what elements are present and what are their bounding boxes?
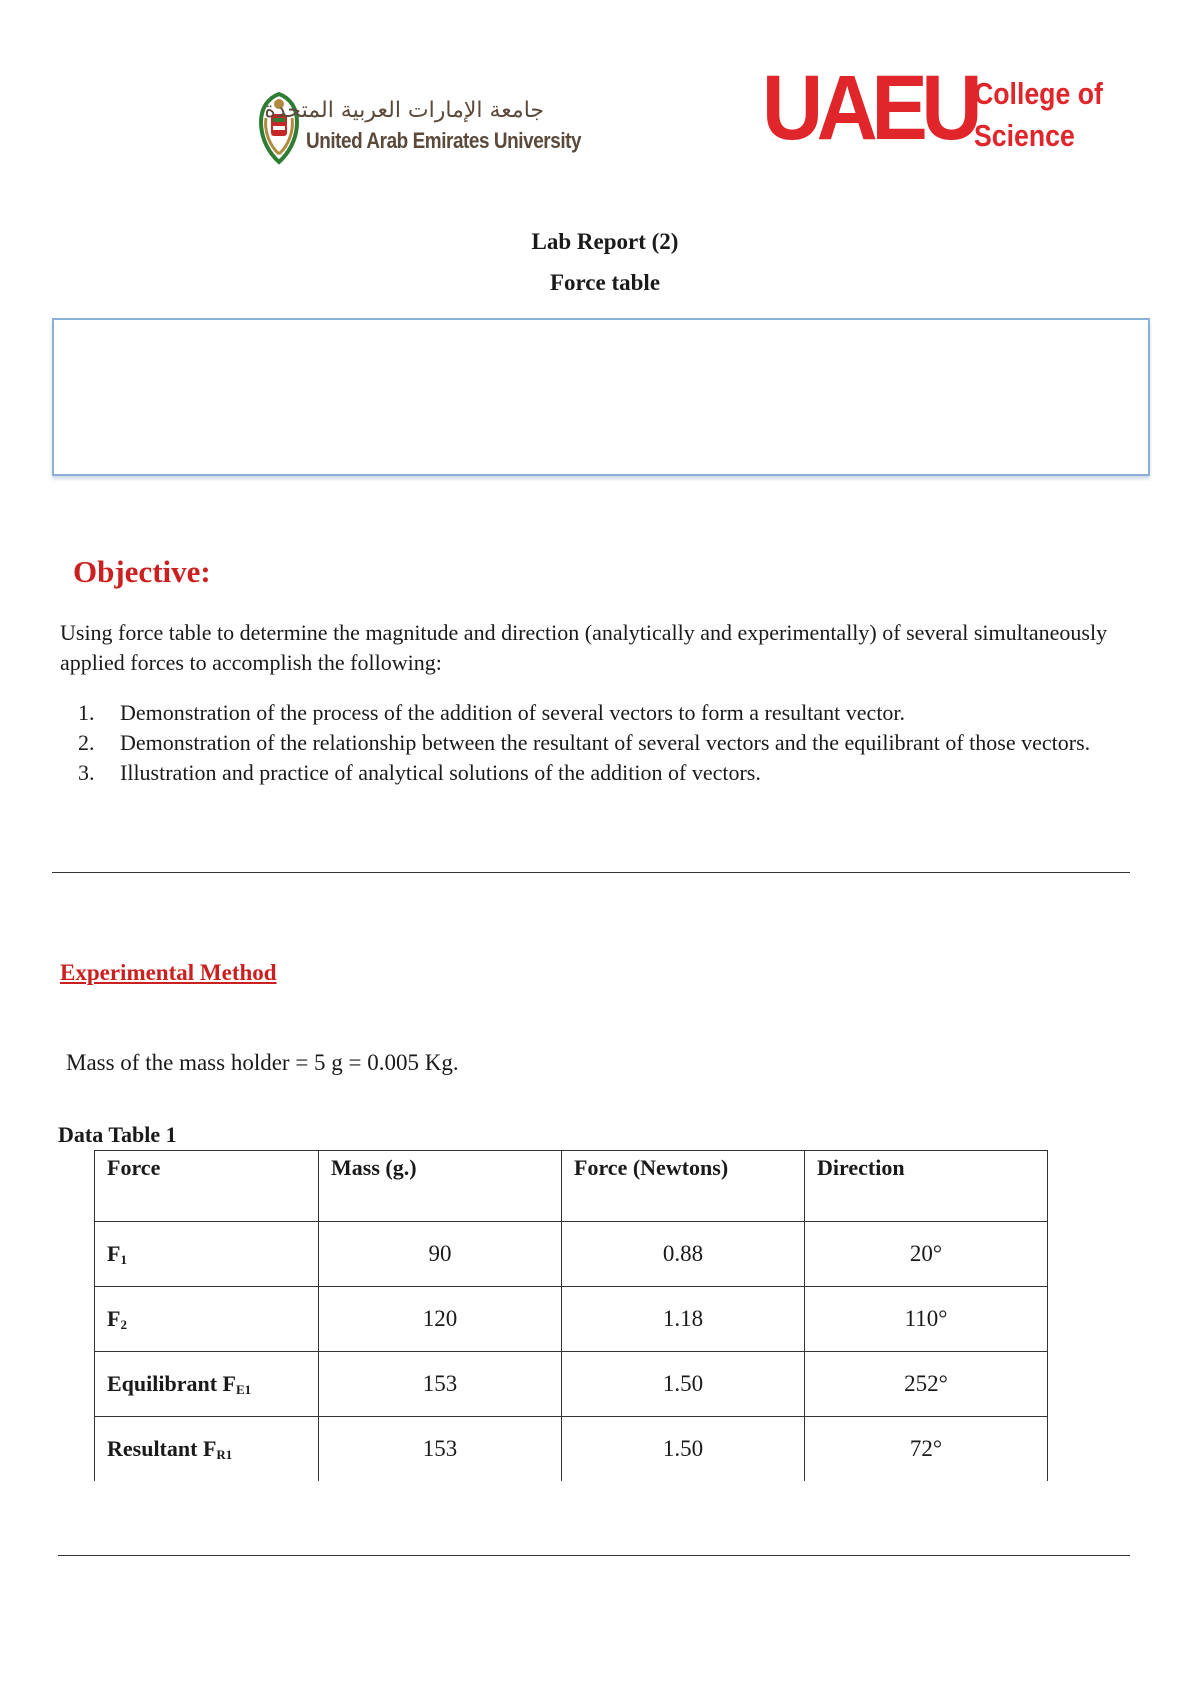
objective-item-number: 2. <box>78 730 95 755</box>
column-header-force-newtons: Force (Newtons) <box>562 1151 805 1222</box>
table-row <box>95 1417 1048 1482</box>
objective-item-number: 1. <box>78 700 95 725</box>
objective-item-text: Illustration and practice of analytical solutions of the addition of vectors. <box>120 760 761 785</box>
mass-cell: 153 <box>319 1352 562 1417</box>
data-table-caption: Data Table 1 <box>58 1122 177 1147</box>
objective-item-number: 3. <box>78 760 95 785</box>
mass-cell: 120 <box>319 1287 562 1352</box>
table-header-row <box>95 1151 1048 1222</box>
mass-cell: 153 <box>319 1417 562 1482</box>
row-label: Equilibrant $F_{E1}$ <box>95 1352 319 1417</box>
column-header-direction: Direction <box>805 1151 1048 1222</box>
objective-item-text: Demonstration of the relationship between the resultant of several vectors and the equilibrant of those vectors. <box>120 730 1091 755</box>
student-info-box[interactable] <box>52 318 1150 476</box>
uaeu-university-logo <box>256 84 582 170</box>
report-subtitle: Force table <box>549 270 661 295</box>
science-label: Science <box>974 118 1075 153</box>
force-cell: 1.50 <box>562 1417 805 1482</box>
mass-cell: 90 <box>319 1222 562 1287</box>
row-label: Resultant $F_{R1}$ <box>95 1417 319 1482</box>
direction-cell: 252° <box>805 1352 1048 1417</box>
objective-item <box>78 728 1130 758</box>
table-row <box>95 1287 1048 1352</box>
column-header-mass: Mass (g.) <box>319 1151 562 1222</box>
objective-intro: Using force table to determine the magnitude and direction (analytically and experimentally) of several simultaneously applied forces to accomplish the following: <box>60 620 1108 675</box>
section-divider <box>58 1555 1130 1556</box>
direction-cell: 20° <box>805 1222 1048 1287</box>
experimental-method-heading: Experimental Method <box>60 960 277 985</box>
section-divider <box>52 872 1130 873</box>
objective-item <box>78 698 1130 728</box>
college-of-label: College of <box>974 76 1103 111</box>
objective-list <box>78 698 1130 788</box>
force-cell: 0.88 <box>562 1222 805 1287</box>
direction-cell: 72° <box>805 1417 1048 1482</box>
uaeu-wordmark: UAEU <box>762 57 977 159</box>
uaeu-arabic-name: جامعة الإمارات العربية المتحدة <box>264 98 544 123</box>
table-row <box>95 1222 1048 1287</box>
objective-heading: Objective: <box>73 554 211 589</box>
column-header-force: Force <box>95 1151 319 1222</box>
row-label: $F_1$ <box>95 1222 319 1287</box>
college-of-science-logo <box>762 57 1103 164</box>
force-cell: 1.18 <box>562 1287 805 1352</box>
table-row <box>95 1352 1048 1417</box>
row-label: $F_2$ <box>95 1287 319 1352</box>
objective-item-text: Demonstration of the process of the addition of several vectors to form a resultant vector. <box>120 700 906 725</box>
direction-cell: 110° <box>805 1287 1048 1352</box>
mass-holder-statement: Mass of the mass holder = 5 g = 0.005 Kg. <box>66 1050 459 1075</box>
data-table <box>94 1150 1048 1481</box>
uaeu-english-name: United Arab Emirates University <box>306 128 582 153</box>
force-cell: 1.50 <box>562 1352 805 1417</box>
report-title: Lab Report (2) <box>531 229 679 254</box>
objective-item <box>78 758 1130 788</box>
